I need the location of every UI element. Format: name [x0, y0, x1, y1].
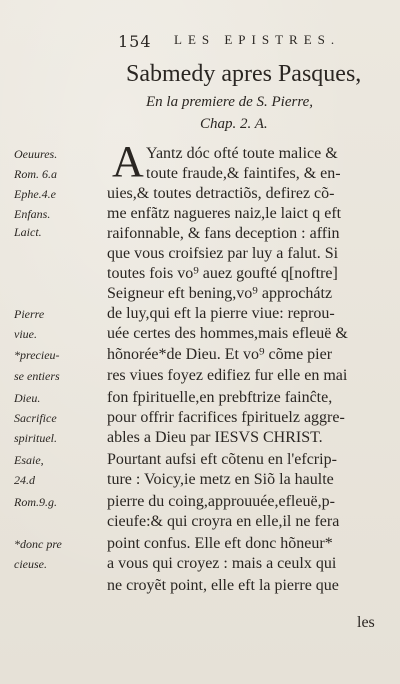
margin-note: Laict. [14, 225, 42, 239]
text-line: de luy,qui eft la pierre viue: reprou- [107, 305, 335, 322]
margin-note: Pierre [14, 307, 45, 321]
margin-note: *precieu- [14, 348, 60, 362]
text-line: res viues foyez edifiez fur elle en mai [107, 367, 348, 384]
margin-note: Sacrifice [14, 411, 57, 425]
drop-cap: A [112, 137, 144, 186]
margin-note: Oeuures. [14, 147, 58, 161]
margin-note: Ephe.4.e [14, 187, 56, 201]
margin-note: spirituel. [14, 431, 58, 445]
margin-note: Rom.9.g. [14, 495, 57, 509]
margin-note: cieuse. [14, 557, 47, 571]
text-line: ture : Voicy,ie metz en Siõ la haulte [107, 471, 334, 488]
text-line: Yantz dóc ofté toute malice & [146, 145, 338, 162]
text-line: a vous qui croyez : mais a ceulx qui [107, 555, 337, 572]
text-line: que vous croifsiez par luy a falut. Si [107, 245, 339, 262]
text-line: ables a Dieu par IESVS CHRIST. [107, 429, 323, 446]
text-line: pour offrir facrifices fpirituelz aggre- [107, 409, 345, 426]
page-number: 154 [118, 32, 152, 51]
text-line: ne croyẽt point, elle eft la pierre que [107, 577, 339, 594]
margin-note: se entiers [14, 369, 60, 383]
text-line: toutes fois vo⁹ auez goufté q[noftre] [107, 265, 338, 282]
text-line: raifonnable, & fans deception : affin [107, 225, 340, 242]
running-title: LES EPISTRES. [174, 32, 341, 47]
text-line: point confus. Elle eft donc hõneur* [107, 535, 333, 552]
text-line: pierre du coing,approuuée,efleuë,p- [107, 493, 335, 510]
margin-note: *donc pre [14, 537, 62, 551]
catchword: les [357, 614, 375, 631]
chapter-reference: Chap. 2. A. [200, 116, 268, 132]
text-line: toute fraude,& faintifes, & en- [146, 165, 341, 182]
text-line: Pourtant aufsi eft cõtenu en l'efcrip- [107, 451, 337, 468]
margin-note: Rom. 6.a [14, 167, 57, 181]
text-line: uies,& toutes detractiõs, defirez cõ- [107, 185, 335, 202]
text-line: me enfãtz nagueres naiz,le laict q eft [107, 205, 342, 222]
margin-note: Dieu. [14, 391, 41, 405]
text-line: hõnorée*de Dieu. Et vo⁹ cõme pier [107, 346, 333, 363]
margin-note: viue. [14, 327, 37, 341]
margin-note: Enfans. [14, 207, 51, 221]
running-header [118, 32, 398, 54]
text-line: fon fpirituelle,en prebftrize fainĉte, [107, 389, 333, 406]
section-subtitle: En la premiere de S. Pierre, [146, 94, 314, 110]
section-title: Sabmedy apres Pasques, [126, 61, 362, 87]
text-line: Seigneur eft bening,vo⁹ approchátz [107, 285, 333, 302]
margin-note: Esaie, [14, 453, 44, 467]
text-line: cieufe:& qui croyra en elle,il ne fera [107, 513, 340, 530]
margin-note: 24.d [14, 473, 35, 487]
text-line: uée certes des hommes,mais efleuë & [107, 325, 348, 342]
